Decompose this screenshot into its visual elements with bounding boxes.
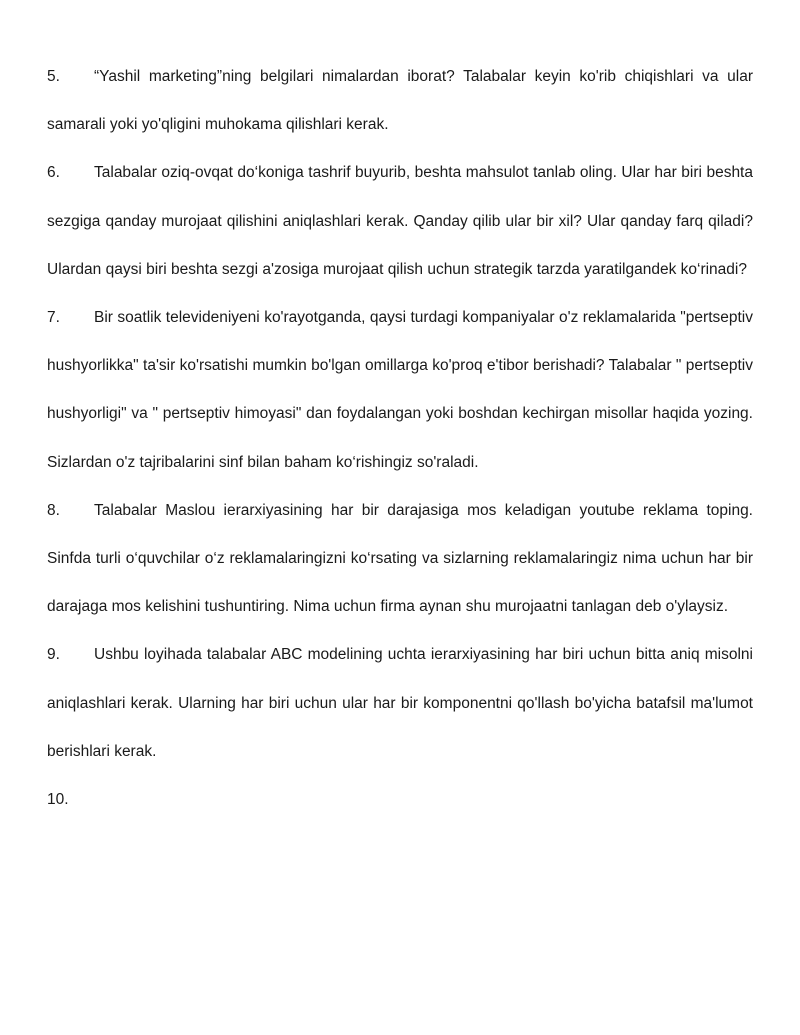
item-text: Talabalar Maslou ierarxiyasining har bir darajasiga mos keladigan youtube reklama toping. Sinfda turli o‘quvchilar o‘z reklamalaringizni ko‘rsating va sizlarning reklamalaringiz nima uchun har bir darajaga mos kelishini tushuntiring. Nima uchun firma aynan shu murojaatni tanlagan deb o'ylaysiz.	[47, 501, 753, 616]
document-page	[47, 53, 753, 824]
item-text: Bir soatlik televideniyeni ko'rayotganda, qaysi turdagi kompaniyalar o'z reklamalarida "pertseptiv hushyorlikka" ta'sir ko'rsatishi mumkin bo'lgan omillarga ko'proq e'tibor berishadi? Talabalar " pertseptiv hushyorligi" va " pertseptiv himoyasi" dan foydalangan yoki boshdan kechirgan misollar haqida yozing. Sizlardan o'z tajribalarini sinf bilan baham ko‘rishingiz so'raladi.	[47, 309, 753, 471]
item-text: Ushbu loyihada talabalar ABC modelining uchta ierarxiyasining har biri uchun bitta aniq misolni aniqlashlari kerak. Ularning har biri uchun ular har bir komponentni qo'llash bo'yicha batafsil ma'lumot berishlari kerak.	[47, 646, 753, 760]
item-number: 6.	[47, 164, 60, 182]
list-item	[47, 631, 753, 776]
item-number: 7.	[47, 309, 60, 327]
list-item	[47, 53, 753, 149]
list-item	[47, 776, 753, 824]
list-item	[47, 487, 753, 632]
item-number: 9.	[47, 646, 60, 664]
item-number: 8.	[47, 501, 60, 519]
item-number: 10.	[47, 791, 69, 809]
item-number: 5.	[47, 68, 60, 85]
item-text: Talabalar oziq-ovqat do‘koniga tashrif buyurib, beshta mahsulot tanlab oling. Ular har biri beshta sezgiga qanday murojaat qilishini aniqlashlari kerak. Qanday qilib ular bir xil? Ular qanday farq qiladi? Ulardan qaysi biri beshta sezgi a'zosiga murojaat qilish uchun strategik tarzda yaratilgandek ko‘rinadi?	[47, 164, 753, 278]
item-text: “Yashil marketing”ning belgilari nimalardan iborat? Talabalar keyin ko'rib chiqishlari va ular samarali yoki yo'qligini muhokama qilishlari kerak.	[47, 68, 753, 134]
list-item	[47, 149, 753, 294]
list-item	[47, 294, 753, 487]
